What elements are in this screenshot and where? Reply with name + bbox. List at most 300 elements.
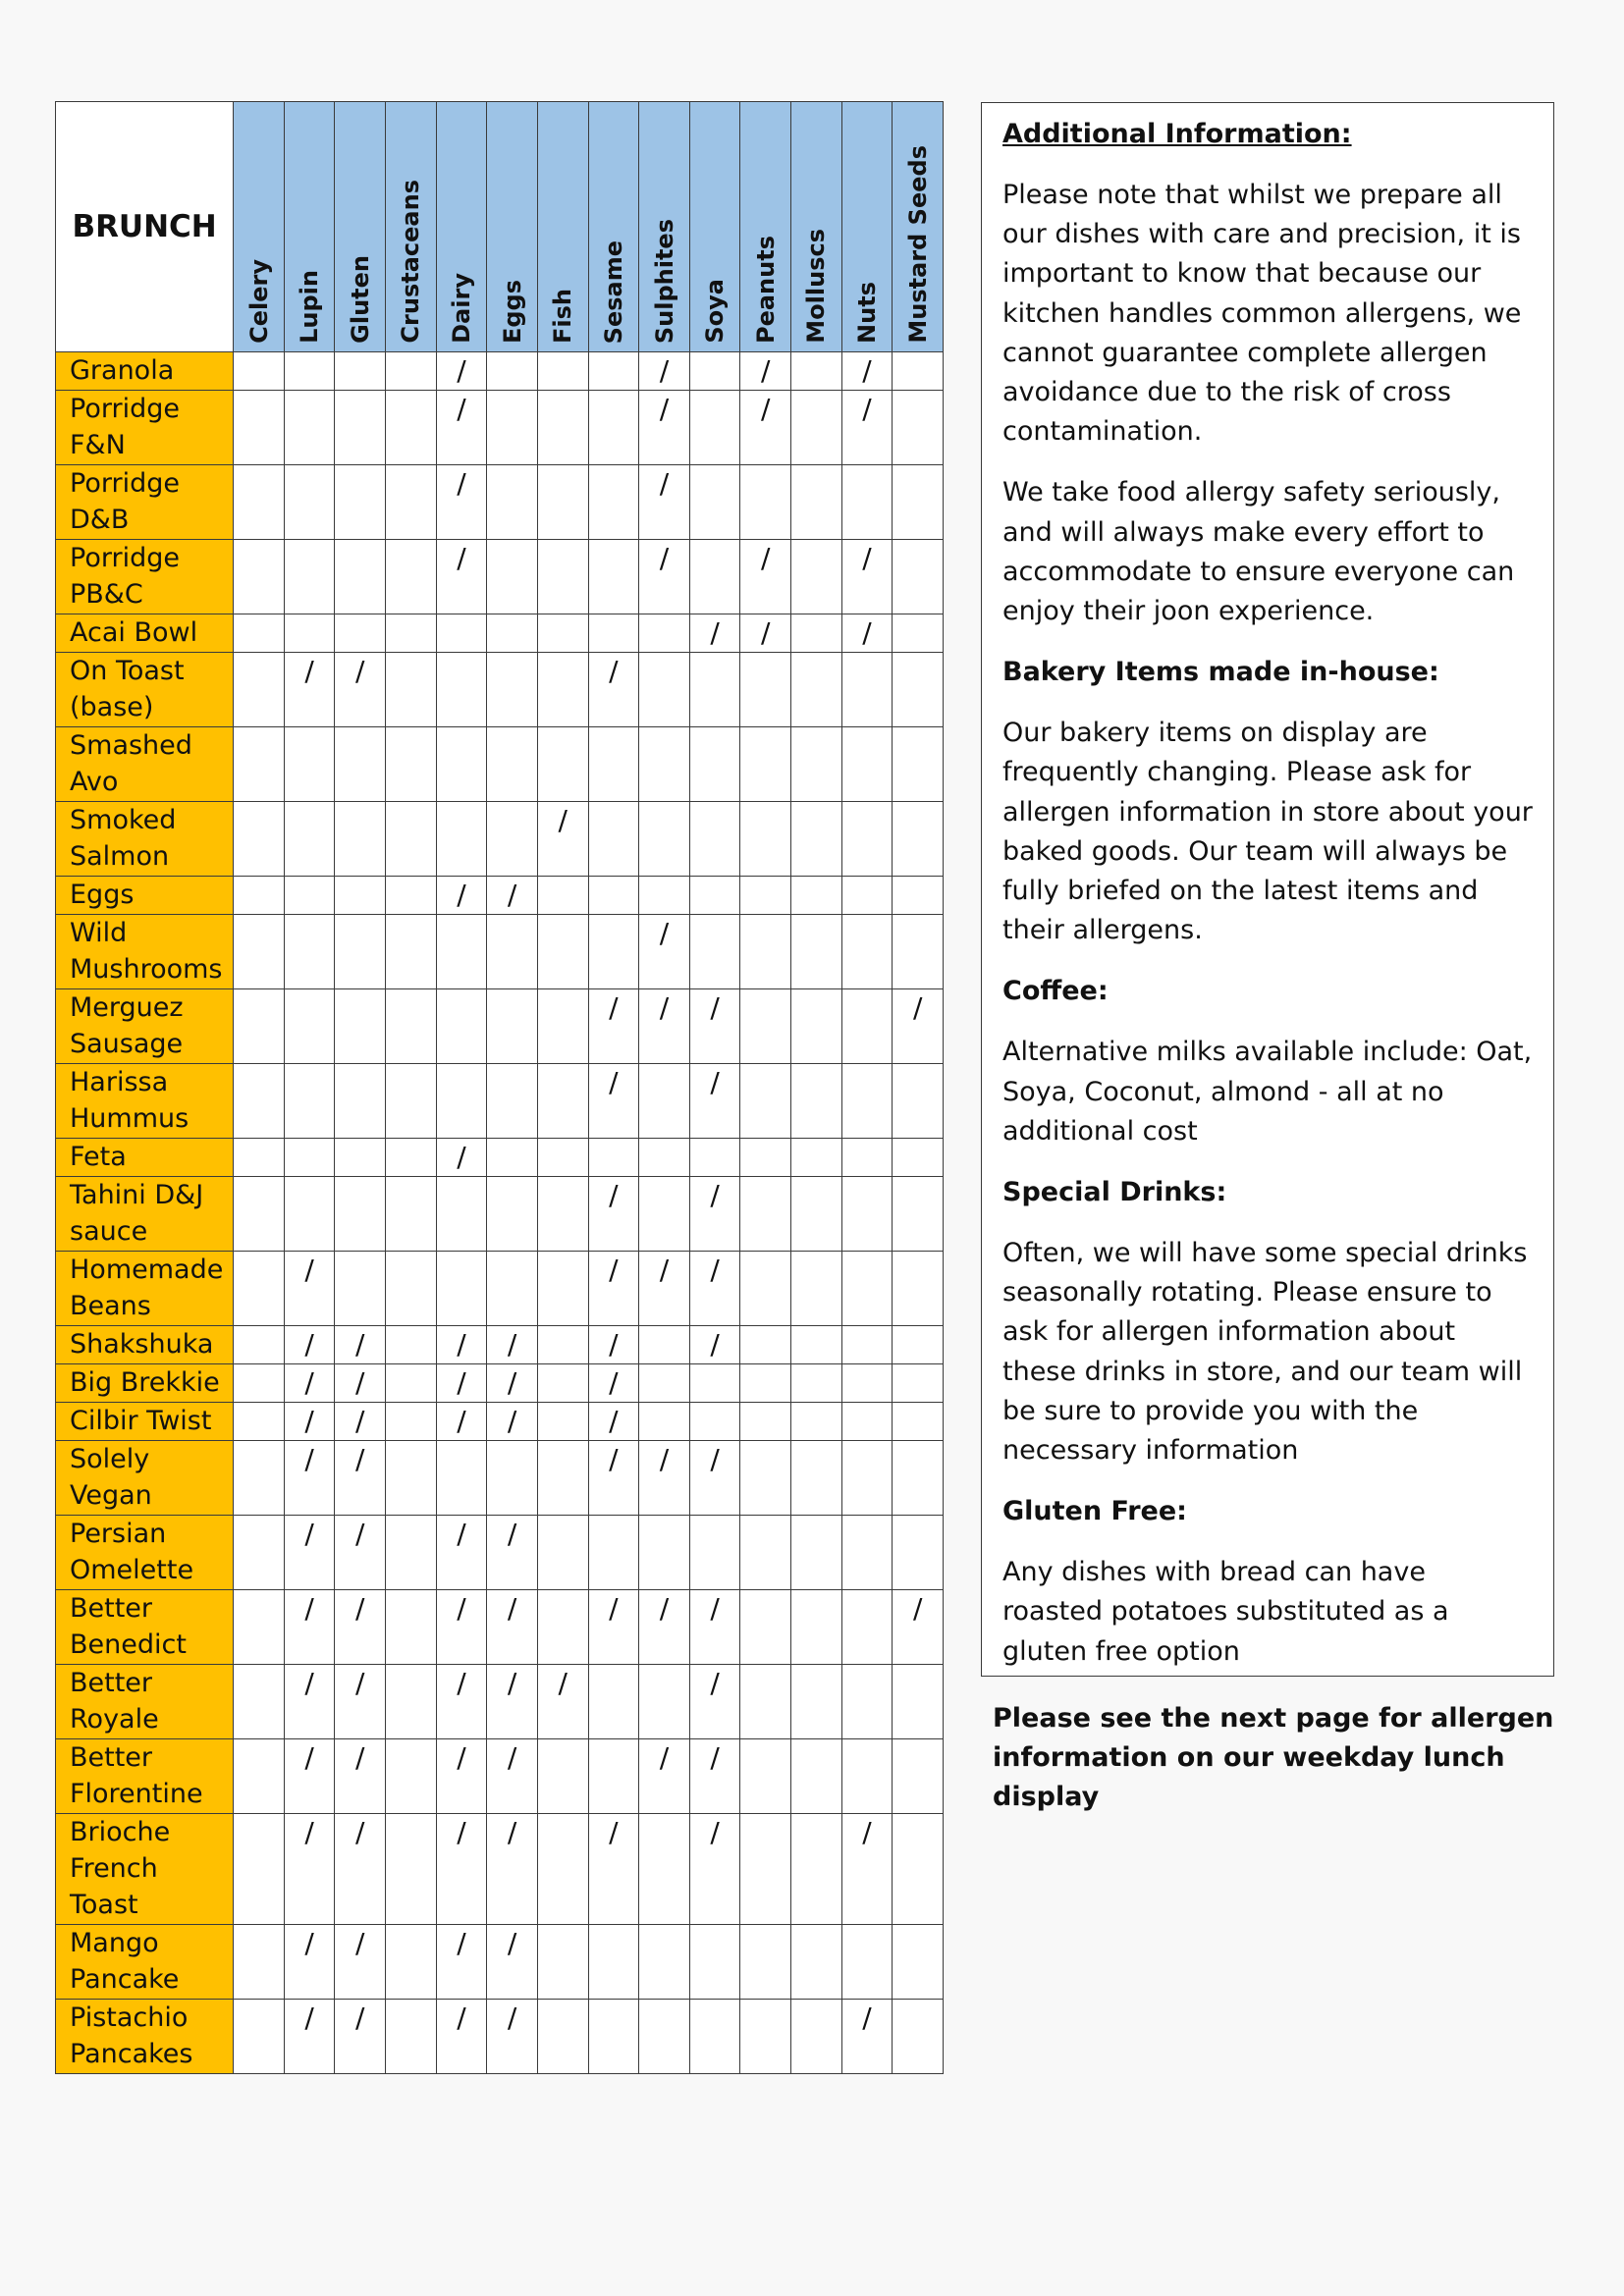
allergen-cell: [639, 1403, 690, 1441]
allergen-cell: [234, 1403, 285, 1441]
allergen-mark: /: [609, 1254, 619, 1286]
allergen-cell: [487, 1441, 538, 1516]
dish-name: [56, 1252, 234, 1326]
allergen-mark: /: [761, 354, 771, 387]
allergen-cell: [284, 1403, 335, 1441]
allergen-cell: [740, 2000, 791, 2074]
allergen-cell: [335, 1925, 386, 2000]
allergen-cell: [841, 614, 893, 653]
allergen-cell: [893, 1925, 944, 2000]
allergen-cell: [588, 1590, 639, 1665]
dish-name: [56, 1516, 234, 1590]
allergen-cell: [893, 1590, 944, 1665]
allergen-mark: /: [912, 991, 923, 1024]
allergen-cell: [436, 1516, 487, 1590]
allergen-cell: [234, 1814, 285, 1925]
allergen-cell: [234, 1516, 285, 1590]
allergen-cell: [689, 1590, 740, 1665]
allergen-cell: [740, 1590, 791, 1665]
allergen-mark: /: [609, 1366, 619, 1399]
dish-name: [56, 1925, 234, 2000]
allergen-cell: [639, 1326, 690, 1364]
allergen-mark: /: [457, 1366, 466, 1399]
allergen-cell: [893, 1177, 944, 1252]
dish-name: [56, 1177, 234, 1252]
allergen-mark: /: [457, 1141, 466, 1173]
allergen-cell: [487, 2000, 538, 2074]
allergen-cell: [588, 465, 639, 540]
allergen-cell: [791, 1252, 842, 1326]
allergen-cell: [689, 1326, 740, 1364]
allergen-cell: [234, 614, 285, 653]
allergen-cell: [791, 915, 842, 989]
dish-name-line: French: [70, 1853, 158, 1884]
allergen-cell: [740, 1064, 791, 1139]
table-row: [56, 802, 944, 877]
allergen-cell: [284, 391, 335, 465]
dish-name-line: Porridge: [70, 394, 180, 424]
allergen-cell: [588, 1326, 639, 1364]
allergen-header-label: Gluten: [346, 255, 374, 344]
allergen-cell: [386, 915, 437, 989]
allergen-cell: [234, 1665, 285, 1739]
dish-name-line: Feta: [70, 1142, 127, 1172]
dish-name: [56, 1590, 234, 1665]
allergen-cell: [740, 1326, 791, 1364]
allergen-mark: /: [609, 1328, 619, 1361]
allergen-cell: [284, 1814, 335, 1925]
allergen-cell: [893, 989, 944, 1064]
allergen-cell: [436, 877, 487, 915]
allergen-cell: [386, 653, 437, 727]
allergen-cell: [689, 391, 740, 465]
allergen-cell: [791, 1326, 842, 1364]
allergen-header-label: Sulphites: [650, 218, 678, 344]
allergen-mark: /: [609, 991, 619, 1024]
allergen-cell: [639, 653, 690, 727]
dish-name: [56, 391, 234, 465]
dish-name-line: Harissa: [70, 1067, 169, 1097]
coffee-text: Alternative milks available include: Oat, Soya, Coconut, almond - all at no additional cost: [1002, 1037, 1533, 1147]
table-row: [56, 1441, 944, 1516]
allergen-mark: /: [659, 1254, 670, 1286]
allergen-cell: [335, 877, 386, 915]
allergen-cell: [639, 727, 690, 802]
allergen-cell: [588, 1064, 639, 1139]
allergen-cell: [588, 1516, 639, 1590]
allergen-mark: /: [659, 393, 670, 425]
allergen-cell: [537, 989, 588, 1064]
allergen-cell: [537, 1252, 588, 1326]
dish-name-line: Salmon: [70, 841, 170, 872]
allergen-cell: [436, 1665, 487, 1739]
gluten-free-heading: Gluten Free:: [1002, 1496, 1187, 1527]
allergen-cell: [386, 1516, 437, 1590]
allergen-cell: [740, 1403, 791, 1441]
allergen-cell: [841, 915, 893, 989]
allergen-cell: [841, 2000, 893, 2074]
allergen-cell: [487, 1139, 538, 1177]
allergen-cell: [284, 1516, 335, 1590]
allergen-cell: [791, 1925, 842, 2000]
allergen-cell: [841, 727, 893, 802]
allergen-cell: [284, 877, 335, 915]
allergen-cell: [841, 1665, 893, 1739]
allergen-cell: [386, 1590, 437, 1665]
dish-name: [56, 465, 234, 540]
table-row: [56, 614, 944, 653]
allergen-mark: /: [710, 1741, 720, 1774]
allergen-mark: /: [355, 2002, 365, 2034]
dish-name: [56, 653, 234, 727]
allergen-mark: /: [355, 1927, 365, 1959]
allergen-mark: /: [507, 1405, 517, 1437]
allergen-cell: [841, 352, 893, 391]
dish-name-line: Pancakes: [70, 2039, 193, 2069]
allergen-mark: /: [761, 616, 771, 649]
dish-name-line: Avo: [70, 767, 119, 797]
allergen-cell: [335, 1326, 386, 1364]
table-row: [56, 1252, 944, 1326]
allergen-cell: [893, 391, 944, 465]
allergen-cell: [436, 1252, 487, 1326]
coffee-heading: Coffee:: [1002, 976, 1109, 1007]
allergen-cell: [639, 1252, 690, 1326]
allergen-cell: [386, 989, 437, 1064]
allergen-mark: /: [912, 1592, 923, 1625]
allergen-cell: [689, 540, 740, 614]
allergen-cell: [791, 802, 842, 877]
allergen-mark: /: [609, 1592, 619, 1625]
allergen-cell: [689, 727, 740, 802]
allergen-cell: [335, 1665, 386, 1739]
allergen-cell: [588, 1925, 639, 2000]
allergen-cell: [386, 1814, 437, 1925]
allergen-cell: [841, 1364, 893, 1403]
allergen-cell: [284, 1139, 335, 1177]
allergen-cell: [436, 1814, 487, 1925]
table-row: [56, 1590, 944, 1665]
allergen-cell: [234, 653, 285, 727]
allergen-cell: [841, 1516, 893, 1590]
allergen-header-peanuts: [740, 102, 791, 352]
allergen-cell: [588, 540, 639, 614]
allergen-cell: [841, 1252, 893, 1326]
allergen-cell: [284, 2000, 335, 2074]
allergen-cell: [537, 1516, 588, 1590]
allergen-mark: /: [710, 991, 720, 1024]
allergen-header-sesame: [588, 102, 639, 352]
allergen-cell: [740, 1739, 791, 1814]
allergen-mark: /: [304, 655, 314, 687]
allergen-cell: [284, 727, 335, 802]
table-row: [56, 877, 944, 915]
allergen-mark: /: [355, 1592, 365, 1625]
dish-name: [56, 989, 234, 1064]
allergen-mark: /: [659, 542, 670, 574]
allergen-header-soya: [689, 102, 740, 352]
table-row: [56, 1326, 944, 1364]
dish-name-line: D&B: [70, 505, 130, 535]
table-row: [56, 391, 944, 465]
allergen-cell: [689, 1516, 740, 1590]
allergen-header-label: Nuts: [853, 282, 882, 344]
bakery-heading: Bakery Items made in-house:: [1002, 657, 1439, 688]
allergen-cell: [487, 1403, 538, 1441]
allergen-mark: /: [609, 1066, 619, 1098]
allergen-cell: [537, 465, 588, 540]
allergen-mark: /: [304, 1254, 314, 1286]
dish-name: [56, 1739, 234, 1814]
allergen-cell: [487, 1739, 538, 1814]
allergen-cell: [487, 1064, 538, 1139]
allergen-cell: [689, 1403, 740, 1441]
allergen-cell: [234, 1441, 285, 1516]
allergen-cell: [284, 540, 335, 614]
allergen-mark: /: [659, 917, 670, 949]
allergen-cell: [893, 653, 944, 727]
allergen-cell: [386, 614, 437, 653]
allergen-cell: [284, 352, 335, 391]
allergen-cell: [689, 2000, 740, 2074]
allergen-cell: [234, 727, 285, 802]
allergen-cell: [689, 877, 740, 915]
allergen-mark: /: [659, 467, 670, 500]
allergen-mark: /: [355, 1366, 365, 1399]
allergen-cell: [893, 1064, 944, 1139]
allergen-cell: [487, 653, 538, 727]
dish-name: [56, 802, 234, 877]
dish-name: [56, 1364, 234, 1403]
allergen-mark: /: [609, 1405, 619, 1437]
dish-name-line: Acai Bowl: [70, 617, 198, 648]
allergen-cell: [386, 1177, 437, 1252]
allergen-cell: [740, 1814, 791, 1925]
allergen-mark: /: [710, 616, 720, 649]
allergen-cell: [386, 1326, 437, 1364]
allergen-header-label: Dairy: [448, 273, 476, 344]
allergen-cell: [588, 1177, 639, 1252]
allergen-mark: /: [507, 1328, 517, 1361]
allergen-cell: [740, 1252, 791, 1326]
allergen-cell: [537, 1665, 588, 1739]
allergen-cell: [588, 1252, 639, 1326]
allergen-cell: [335, 1177, 386, 1252]
allergen-mark: /: [355, 1518, 365, 1550]
allergen-cell: [841, 1590, 893, 1665]
dish-name-line: Sausage: [70, 1029, 184, 1059]
allergen-cell: [893, 1139, 944, 1177]
allergen-mark: /: [507, 1816, 517, 1848]
allergen-cell: [436, 1326, 487, 1364]
allergen-mark: /: [862, 354, 872, 387]
allergen-cell: [588, 653, 639, 727]
allergen-cell: [791, 1139, 842, 1177]
allergen-cell: [487, 391, 538, 465]
allergen-cell: [335, 1403, 386, 1441]
allergen-cell: [893, 877, 944, 915]
allergen-header-celery: [234, 102, 285, 352]
dish-name-line: Better: [70, 1668, 153, 1698]
allergen-cell: [335, 727, 386, 802]
allergen-cell: [639, 391, 690, 465]
allergen-cell: [537, 1814, 588, 1925]
allergen-cell: [588, 2000, 639, 2074]
allergen-mark: /: [659, 1443, 670, 1475]
allergen-cell: [893, 2000, 944, 2074]
allergen-mark: /: [355, 1443, 365, 1475]
allergen-mark: /: [659, 1592, 670, 1625]
allergen-header-molluscs: [791, 102, 842, 352]
allergen-mark: /: [304, 1816, 314, 1848]
table-row: [56, 352, 944, 391]
allergen-mark: /: [710, 1328, 720, 1361]
allergen-mark: /: [355, 1667, 365, 1699]
allergen-cell: [537, 1177, 588, 1252]
allergen-cell: [893, 1814, 944, 1925]
allergen-mark: /: [304, 1405, 314, 1437]
dish-name-line: Wild: [70, 918, 128, 948]
allergen-cell: [234, 915, 285, 989]
allergen-header-crustaceans: [386, 102, 437, 352]
allergen-cell: [893, 1364, 944, 1403]
allergen-mark: /: [457, 1405, 466, 1437]
table-row: [56, 1814, 944, 1925]
dish-name-line: PB&C: [70, 579, 143, 610]
allergen-cell: [537, 1925, 588, 2000]
dish-name-line: Cilbir Twist: [70, 1406, 212, 1436]
allergen-cell: [740, 540, 791, 614]
allergen-mark: /: [761, 393, 771, 425]
allergen-cell: [386, 2000, 437, 2074]
allergen-cell: [841, 465, 893, 540]
allergen-mark: /: [507, 1741, 517, 1774]
allergen-header-label: Mustard Seeds: [903, 145, 932, 344]
allergen-mark: /: [710, 1254, 720, 1286]
allergen-cell: [386, 1139, 437, 1177]
table-row: [56, 727, 944, 802]
allergen-mark: /: [457, 1328, 466, 1361]
allergen-cell: [487, 877, 538, 915]
dish-name-line: sauce: [70, 1216, 148, 1247]
allergen-cell: [335, 1590, 386, 1665]
allergen-cell: [893, 1252, 944, 1326]
allergen-cell: [689, 465, 740, 540]
allergen-cell: [689, 1814, 740, 1925]
allergen-mark: /: [457, 879, 466, 911]
dish-name-line: Mango: [70, 1928, 159, 1958]
allergen-cell: [436, 1139, 487, 1177]
dish-name-line: (base): [70, 692, 154, 722]
allergen-cell: [893, 915, 944, 989]
allergen-cell: [537, 802, 588, 877]
allergen-cell: [487, 989, 538, 1064]
allergen-cell: [893, 1665, 944, 1739]
allergen-cell: [487, 1665, 538, 1739]
allergen-cell: [436, 1064, 487, 1139]
allergen-cell: [639, 1364, 690, 1403]
dish-name-line: Benedict: [70, 1629, 187, 1660]
allergen-cell: [639, 1441, 690, 1516]
allergen-cell: [537, 877, 588, 915]
allergen-mark: /: [457, 1667, 466, 1699]
allergen-cell: [841, 1177, 893, 1252]
allergen-header-mustard-seeds: [893, 102, 944, 352]
allergen-cell: [588, 352, 639, 391]
allergen-header-gluten: [335, 102, 386, 352]
allergen-cell: [740, 352, 791, 391]
allergen-cell: [284, 1177, 335, 1252]
allergen-cell: [487, 802, 538, 877]
dish-name-line: Homemade: [70, 1255, 224, 1285]
allergen-cell: [639, 2000, 690, 2074]
allergen-cell: [791, 1814, 842, 1925]
allergen-cell: [436, 802, 487, 877]
allergen-header-label: Molluscs: [802, 229, 831, 344]
allergen-mark: /: [457, 1927, 466, 1959]
allergen-cell: [740, 1139, 791, 1177]
allergen-mark: /: [457, 2002, 466, 2034]
allergen-cell: [893, 1326, 944, 1364]
allergen-cell: [893, 1516, 944, 1590]
allergen-header-eggs: [487, 102, 538, 352]
allergen-mark: /: [507, 1667, 517, 1699]
table-row: [56, 540, 944, 614]
allergen-cell: [487, 352, 538, 391]
allergen-cell: [841, 1064, 893, 1139]
allergen-mark: /: [710, 1667, 720, 1699]
allergen-cell: [487, 465, 538, 540]
allergen-cell: [487, 540, 538, 614]
dish-name: [56, 540, 234, 614]
allergen-cell: [841, 1403, 893, 1441]
allergen-cell: [893, 352, 944, 391]
dish-name-line: Smoked: [70, 805, 177, 835]
allergen-mark: /: [558, 804, 568, 836]
table-row: [56, 1364, 944, 1403]
dish-name: [56, 1326, 234, 1364]
allergen-cell: [841, 1139, 893, 1177]
allergen-cell: [537, 614, 588, 653]
allergen-cell: [234, 1252, 285, 1326]
allergen-cell: [386, 1403, 437, 1441]
allergen-cell: [588, 989, 639, 1064]
allergen-mark: /: [304, 1366, 314, 1399]
allergen-cell: [639, 1665, 690, 1739]
allergen-mark: /: [710, 1816, 720, 1848]
allergen-cell: [487, 1252, 538, 1326]
allergen-cell: [386, 540, 437, 614]
allergen-mark: /: [862, 1816, 872, 1848]
allergen-mark: /: [304, 1927, 314, 1959]
allergen-cell: [639, 352, 690, 391]
allergen-cell: [335, 1364, 386, 1403]
allergen-mark: /: [862, 616, 872, 649]
allergen-cell: [386, 1739, 437, 1814]
allergen-cell: [335, 2000, 386, 2074]
allergen-cell: [335, 352, 386, 391]
allergen-mark: /: [304, 1328, 314, 1361]
allergen-cell: [689, 1739, 740, 1814]
allergen-cell: [537, 540, 588, 614]
dish-name: [56, 915, 234, 989]
allergen-mark: /: [710, 1443, 720, 1475]
allergen-cell: [284, 653, 335, 727]
allergen-cell: [537, 1441, 588, 1516]
dish-name-line: Vegan: [70, 1480, 152, 1511]
allergen-cell: [234, 1177, 285, 1252]
allergen-mark: /: [355, 1741, 365, 1774]
